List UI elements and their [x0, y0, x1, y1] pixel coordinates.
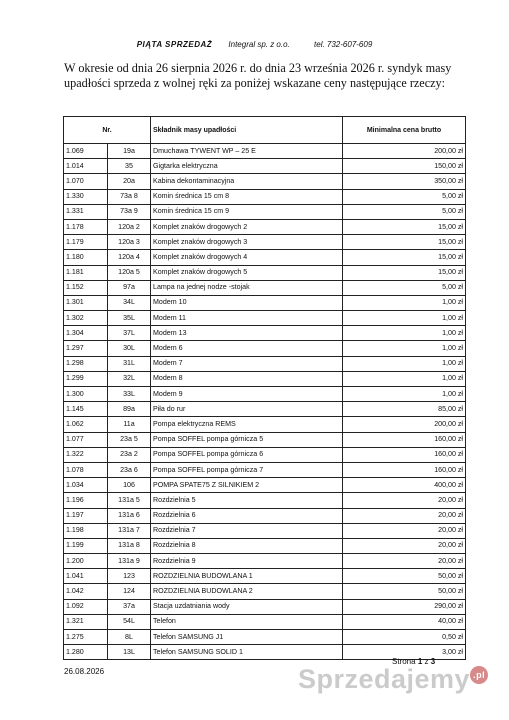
table-row: [64, 493, 466, 508]
row-id: 1.152: [64, 280, 108, 295]
row-number: 31L: [108, 356, 151, 371]
row-price: 290,00 zł: [343, 599, 466, 614]
row-item-name: ROZDZIELNIA BUDOWLANA 1: [151, 569, 343, 584]
row-id: 1.298: [64, 356, 108, 371]
row-number: 89a: [108, 402, 151, 417]
watermark-badge: .pl: [470, 666, 488, 684]
row-number: 30L: [108, 341, 151, 356]
row-item-name: Rozdzielnia 9: [151, 554, 343, 569]
row-id: 1.304: [64, 326, 108, 341]
row-price: 1,00 zł: [343, 341, 466, 356]
row-id: 1.198: [64, 523, 108, 538]
row-id: 1.034: [64, 478, 108, 493]
row-price: 0,50 zł: [343, 630, 466, 645]
row-id: 1.041: [64, 569, 108, 584]
table-header-row: [64, 117, 466, 144]
intro-paragraph: W okresie od dnia 26 sierpnia 2026 r. do dnia 23 września 2026 r. syndyk masy upadłości sprzeda z wolnej ręki za poniżej wskazane ceny następujące rzeczy:: [64, 61, 452, 90]
row-number: 97a: [108, 280, 151, 295]
row-item-name: Modem 8: [151, 371, 343, 386]
row-id: 1.297: [64, 341, 108, 356]
row-item-name: Pompa elektryczna REMS: [151, 417, 343, 432]
table-row: [64, 371, 466, 386]
row-price: 15,00 zł: [343, 250, 466, 265]
company-name: PIĄTA SPRZEDAŻ: [136, 40, 213, 49]
row-price: 160,00 zł: [343, 447, 466, 462]
row-number: 33L: [108, 387, 151, 402]
row-id: 1.322: [64, 447, 108, 462]
table-row: [64, 265, 466, 280]
row-item-name: Telefon SAMSUNG J1: [151, 630, 343, 645]
row-id: 1.275: [64, 630, 108, 645]
row-price: 1,00 zł: [343, 311, 466, 326]
table-row: [64, 189, 466, 204]
row-price: 3,00 zł: [343, 645, 466, 660]
table-row: [64, 402, 466, 417]
row-item-name: Modem 10: [151, 295, 343, 310]
row-price: 1,00 zł: [343, 387, 466, 402]
row-item-name: Kabina dekontaminacyjna: [151, 174, 343, 189]
row-price: 20,00 zł: [343, 508, 466, 523]
row-price: 5,00 zł: [343, 189, 466, 204]
row-item-name: Komplet znaków drogowych 5: [151, 265, 343, 280]
row-number: 37L: [108, 326, 151, 341]
row-price: 85,00 zł: [343, 402, 466, 417]
row-id: 1.179: [64, 235, 108, 250]
row-item-name: Rozdzielnia 5: [151, 493, 343, 508]
row-item-name: Komplet znaków drogowych 4: [151, 250, 343, 265]
items-table: [63, 116, 466, 660]
row-item-name: ROZDZIELNIA BUDOWLANA 2: [151, 584, 343, 599]
table-row: [64, 554, 466, 569]
row-number: 120a 2: [108, 219, 151, 234]
row-number: 13L: [108, 645, 151, 660]
row-number: 20a: [108, 174, 151, 189]
row-id: 1.199: [64, 538, 108, 553]
table-row: [64, 432, 466, 447]
row-item-name: Piła do rur: [151, 402, 343, 417]
row-number: 131a 6: [108, 508, 151, 523]
row-item-name: Stacja uzdatniania wody: [151, 599, 343, 614]
watermark-logo: [298, 664, 498, 700]
row-number: 8L: [108, 630, 151, 645]
table-row: [64, 144, 466, 159]
row-id: 1.331: [64, 204, 108, 219]
row-id: 1.092: [64, 599, 108, 614]
page-total: 3: [430, 657, 436, 666]
header-name: Składnik masy upadłości: [151, 117, 343, 144]
row-item-name: Pompa SOFFEL pompa górnicza 7: [151, 462, 343, 477]
row-id: 1.062: [64, 417, 108, 432]
row-price: 1,00 zł: [343, 326, 466, 341]
row-price: 15,00 zł: [343, 235, 466, 250]
row-item-name: Rozdzielnia 8: [151, 538, 343, 553]
row-number: 131a 7: [108, 523, 151, 538]
row-item-name: Pompa SOFFEL pompa górnicza 5: [151, 432, 343, 447]
table-row: [64, 614, 466, 629]
table-row: [64, 630, 466, 645]
row-item-name: Modem 13: [151, 326, 343, 341]
row-item-name: Komin średnica 15 cm 8: [151, 189, 343, 204]
row-id: 1.197: [64, 508, 108, 523]
row-id: 1.321: [64, 614, 108, 629]
page-of: z: [424, 657, 429, 666]
row-id: 1.299: [64, 371, 108, 386]
row-id: 1.181: [64, 265, 108, 280]
row-price: 160,00 zł: [343, 462, 466, 477]
row-price: 350,00 zł: [343, 174, 466, 189]
row-item-name: Modem 11: [151, 311, 343, 326]
row-id: 1.200: [64, 554, 108, 569]
table-row: [64, 204, 466, 219]
row-item-name: Modem 6: [151, 341, 343, 356]
table-row: [64, 523, 466, 538]
row-id: 1.302: [64, 311, 108, 326]
table-body: [64, 144, 466, 660]
row-item-name: Telefon: [151, 614, 343, 629]
row-number: 32L: [108, 371, 151, 386]
watermark-text: Sprzedajemy: [298, 664, 471, 694]
table-row: [64, 584, 466, 599]
row-price: 20,00 zł: [343, 538, 466, 553]
row-number: 131a 5: [108, 493, 151, 508]
table-row: [64, 462, 466, 477]
document-header: [0, 40, 509, 49]
row-price: 20,00 zł: [343, 554, 466, 569]
table-row: [64, 295, 466, 310]
page-current: 1: [417, 657, 423, 666]
row-number: 35L: [108, 311, 151, 326]
row-number: 73a 8: [108, 189, 151, 204]
row-number: 106: [108, 478, 151, 493]
row-price: 160,00 zł: [343, 432, 466, 447]
row-number: 23a 5: [108, 432, 151, 447]
table-row: [64, 174, 466, 189]
row-price: 1,00 zł: [343, 356, 466, 371]
row-item-name: Pompa SOFFEL pompa górnicza 6: [151, 447, 343, 462]
footer-date: 26.08.2026: [64, 667, 105, 676]
row-item-name: Modem 9: [151, 387, 343, 402]
page-label: Strona: [392, 657, 416, 666]
row-price: 15,00 zł: [343, 265, 466, 280]
row-price: 200,00 zł: [343, 417, 466, 432]
row-id: 1.280: [64, 645, 108, 660]
table-row: [64, 387, 466, 402]
row-number: 120a 4: [108, 250, 151, 265]
table-row: [64, 478, 466, 493]
row-id: 1.180: [64, 250, 108, 265]
row-number: 19a: [108, 144, 151, 159]
table-row: [64, 280, 466, 295]
table-row: [64, 569, 466, 584]
row-item-name: Dmuchawa TYWENT WP – 25 E: [151, 144, 343, 159]
row-id: 1.300: [64, 387, 108, 402]
row-price: 150,00 zł: [343, 159, 466, 174]
row-price: 15,00 zł: [343, 219, 466, 234]
row-id: 1.070: [64, 174, 108, 189]
row-price: 20,00 zł: [343, 493, 466, 508]
row-number: 131a 8: [108, 538, 151, 553]
row-price: 50,00 zł: [343, 569, 466, 584]
row-id: 1.077: [64, 432, 108, 447]
row-price: 20,00 zł: [343, 523, 466, 538]
row-id: 1.196: [64, 493, 108, 508]
row-price: 1,00 zł: [343, 295, 466, 310]
phone-number: tel. 732-607-609: [314, 40, 373, 49]
row-id: 1.069: [64, 144, 108, 159]
row-price: 40,00 zł: [343, 614, 466, 629]
table-row: [64, 326, 466, 341]
firm-name: Integral sp. z o.o.: [228, 40, 290, 49]
table-row: [64, 219, 466, 234]
header-nr: Nr.: [64, 117, 151, 144]
row-number: 120a 5: [108, 265, 151, 280]
row-id: 1.330: [64, 189, 108, 204]
table-row: [64, 250, 466, 265]
row-item-name: Komplet znaków drogowych 3: [151, 235, 343, 250]
row-number: 120a 3: [108, 235, 151, 250]
row-id: 1.301: [64, 295, 108, 310]
row-item-name: Komplet znaków drogowych 2: [151, 219, 343, 234]
row-number: 73a 9: [108, 204, 151, 219]
row-price: 200,00 zł: [343, 144, 466, 159]
row-id: 1.145: [64, 402, 108, 417]
row-number: 123: [108, 569, 151, 584]
table-row: [64, 235, 466, 250]
table-row: [64, 508, 466, 523]
row-number: 23a 6: [108, 462, 151, 477]
row-item-name: Modem 7: [151, 356, 343, 371]
row-number: 35: [108, 159, 151, 174]
row-id: 1.014: [64, 159, 108, 174]
table-row: [64, 599, 466, 614]
row-item-name: Rozdzielnia 6: [151, 508, 343, 523]
table-row: [64, 417, 466, 432]
row-number: 23a 2: [108, 447, 151, 462]
row-item-name: Lampa na jednej nodze -stojak: [151, 280, 343, 295]
row-number: 131a 9: [108, 554, 151, 569]
row-item-name: Gigtarka elektryczna: [151, 159, 343, 174]
table-row: [64, 447, 466, 462]
row-item-name: Rozdzielnia 7: [151, 523, 343, 538]
row-number: 34L: [108, 295, 151, 310]
row-number: 11a: [108, 417, 151, 432]
table-row: [64, 311, 466, 326]
row-number: 37a: [108, 599, 151, 614]
table-row: [64, 159, 466, 174]
row-number: 54L: [108, 614, 151, 629]
row-item-name: POMPA SPATE75 Z SILNIKIEM 2: [151, 478, 343, 493]
row-price: 5,00 zł: [343, 204, 466, 219]
table-row: [64, 538, 466, 553]
row-item-name: Komin średnica 15 cm 9: [151, 204, 343, 219]
table-row: [64, 356, 466, 371]
header-price: Minimalna cena brutto: [343, 117, 466, 144]
row-price: 1,00 zł: [343, 371, 466, 386]
row-item-name: Telefon SAMSUNG SOLID 1: [151, 645, 343, 660]
row-id: 1.042: [64, 584, 108, 599]
row-id: 1.078: [64, 462, 108, 477]
row-price: 400,00 zł: [343, 478, 466, 493]
row-number: 124: [108, 584, 151, 599]
row-price: 5,00 zł: [343, 280, 466, 295]
row-price: 50,00 zł: [343, 584, 466, 599]
table-row: [64, 341, 466, 356]
row-id: 1.178: [64, 219, 108, 234]
